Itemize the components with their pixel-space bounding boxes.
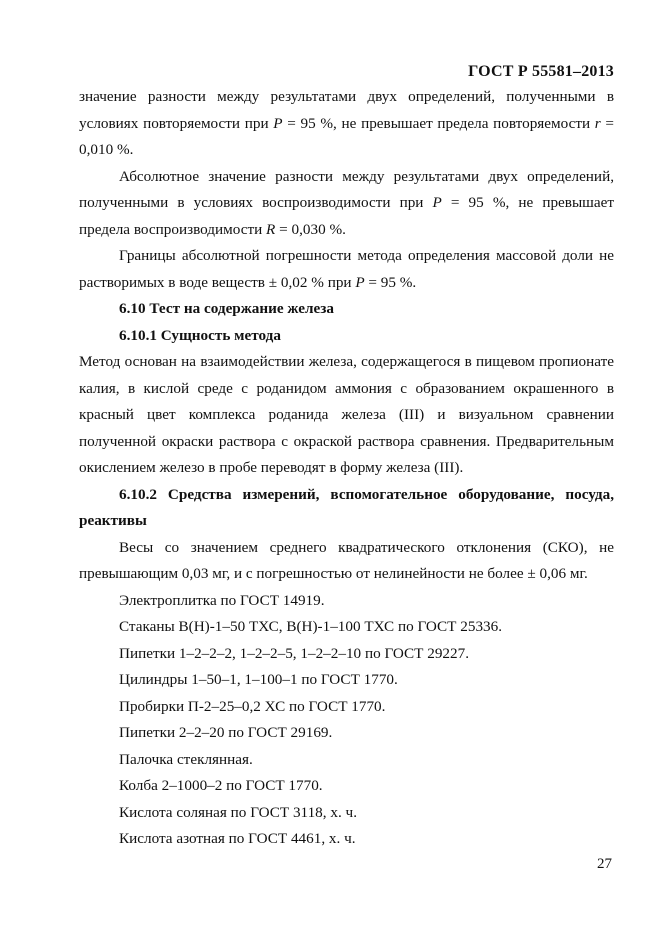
document-body [79,84,614,853]
paragraph-error-bounds [79,243,614,296]
text-span: = 95 %, не превышает предела повторяемости [282,114,595,132]
list-item: Электроплитка по ГОСТ 14919. [119,591,325,609]
variable-R: R [266,220,276,238]
list-item: Колба 2–1000–2 по ГОСТ 1770. [119,777,323,794]
page-number: 27 [597,856,612,872]
variable-p: P [273,114,283,132]
section-heading-6-10-1: 6.10.1 Сущность метода [119,326,281,344]
text-span: Границы абсолютной погрешности метода определения массовой доли не растворимых в воде веществ ± 0,02 % при [79,247,614,291]
text-span: значение разности между результатами двух определений, полученными в условиях повторяемости при [79,88,614,132]
standard-header: ГОСТ Р 55581–2013 [468,63,614,80]
variable-p: P [355,273,365,291]
section-heading-6-10-2: 6.10.2 Средства измерений, вспомогательное оборудование, посуда, реактивы [79,485,614,529]
paragraph-scales: Весы со значением среднего квадратического отклонения (СКО), не превышающим 0,03 мг, и с погрешностью от нелинейности не более ± 0,06 мг. [79,538,614,582]
list-item: Кислота азотная по ГОСТ 4461, х. ч. [119,830,356,847]
text-span: = 0,010 %. [79,114,614,158]
list-item: Пипетки 1–2–2–2, 1–2–2–5, 1–2–2–10 по ГОСТ 29227. [119,644,469,662]
paragraph-reproducibility [79,164,614,244]
list-item: Пипетки 2–2–20 по ГОСТ 29169. [119,724,333,741]
paragraph-method-essence: Метод основан на взаимодействии железа, содержащегося в пищевом пропионате калия, в кислой среде с роданидом аммония с образованием окрашенного в красный цвет комплекса роданида железа (III) и визуальном сравнении полученной окраски раствора с окраской раствора сравнения. Предварительным окислением железо в пробе переводят в форму железа (III). [79,353,614,476]
variable-p: P [432,194,442,211]
text-span: = 0,030 %. [275,220,346,238]
text-span: = 95 %, не превышает предела воспроизводимости [79,194,614,238]
list-item: Палочка стеклянная. [119,750,253,768]
text-span: = 95 %. [364,273,417,291]
section-heading-6-10: 6.10 Тест на содержание железа [119,300,334,317]
text-span: Абсолютное значение разности между результатами двух определений, полученными в условиях воспроизводимости при [79,167,614,211]
list-item: Цилиндры 1–50–1, 1–100–1 по ГОСТ 1770. [119,671,398,688]
list-item: Кислота соляная по ГОСТ 3118, х. ч. [119,803,357,821]
paragraph-repeatability [79,84,614,164]
list-item: Стаканы В(Н)-1–50 ТХС, В(Н)-1–100 ТХС по ГОСТ 25336. [119,618,503,635]
variable-r: r [594,114,601,132]
list-item: Пробирки П-2–25–0,2 ХС по ГОСТ 1770. [119,697,386,715]
